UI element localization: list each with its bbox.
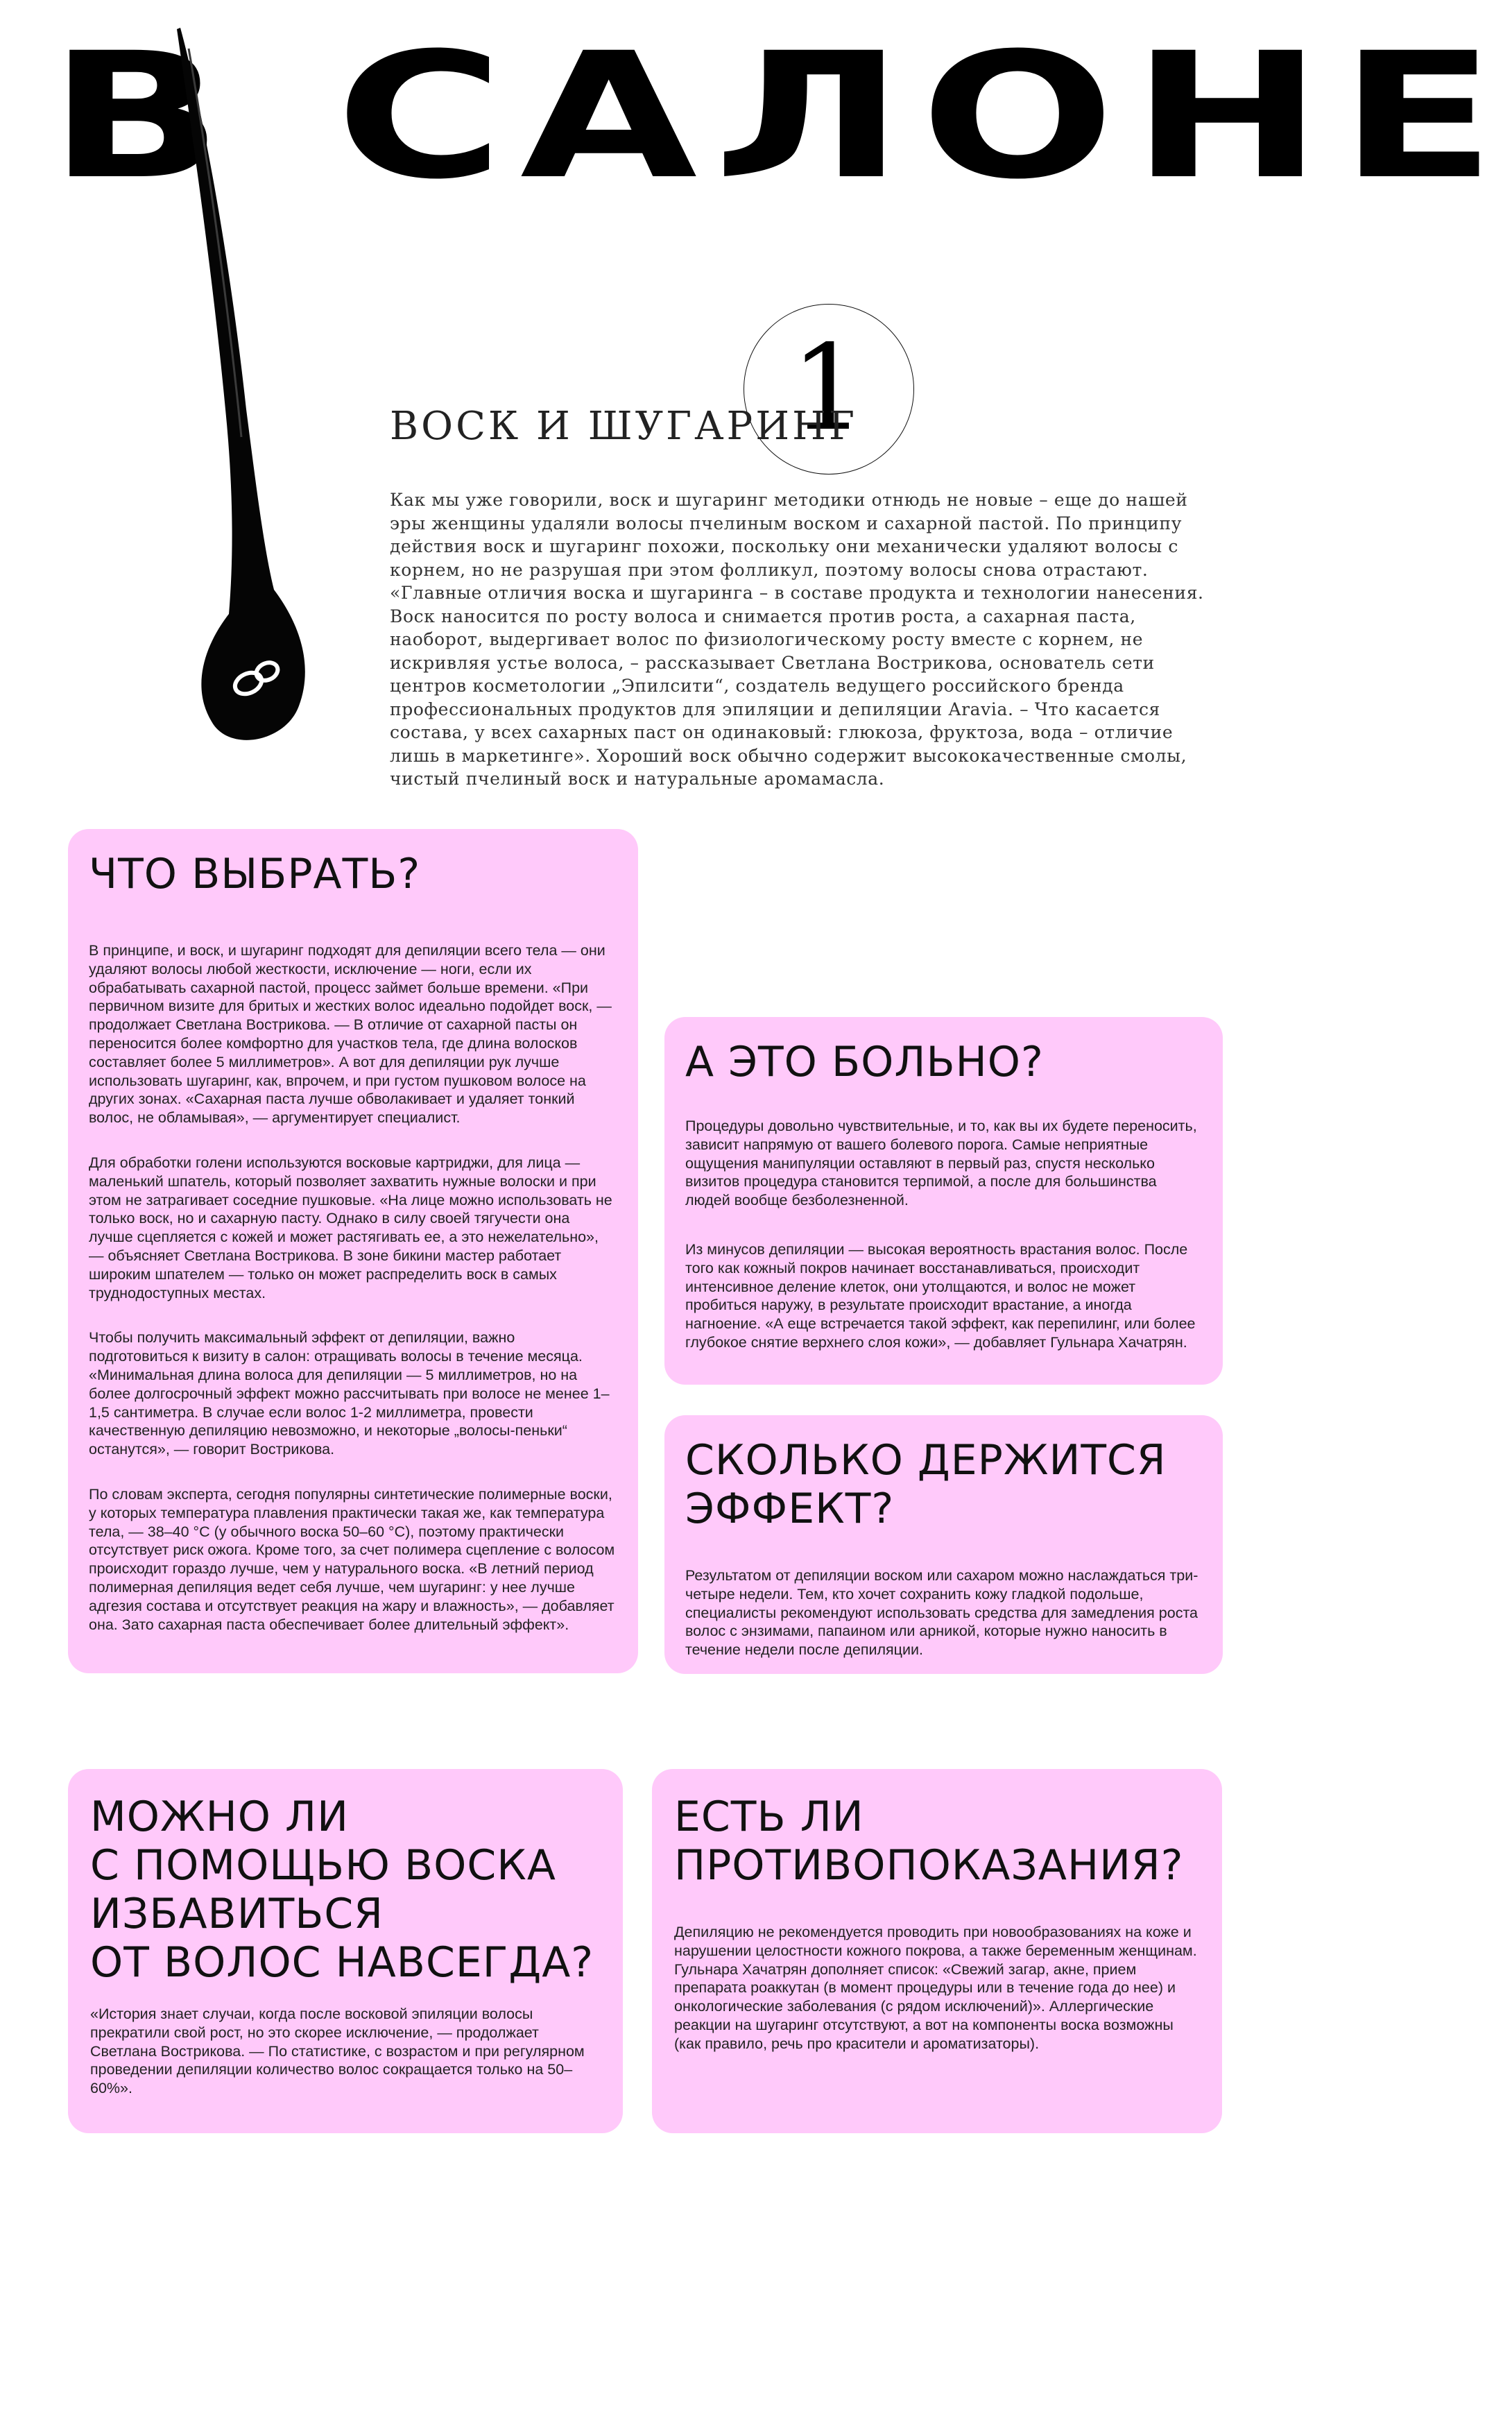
card-title-line: ОТ ВОЛОС НАВСЕГДА?	[90, 1938, 594, 1987]
card-title	[674, 1793, 1200, 1890]
card-remove-forever	[68, 1769, 623, 2133]
card-paragraph: По словам эксперта, сегодня популярны синтетические полимерные воски, у которых температура плавления практически такая же, как температура тела, — 38–40 °С (у обычного воска 50–60 °С), поэтому практически отсутствует риск ожога. Кроме того, за счет полимера сцепление с волосом происходит гораздо лучше, чем у натурального воска. «В летний период полимерная депиляция ведет себя лучше, чем шугаринг: у нее лучше адгезия состава и отсутствует реакция на жару и влажность», — добавляет она. Зато сахарная паста обеспечивает более длительный эффект».	[89, 1485, 615, 1633]
card-paragraph: Чтобы получить максимальный эффект от депиляции, важно подготовиться к визиту в салон: отращивать волосы в течение месяца. «Минимальная длина волоса для депиляции — 5 миллиметров, но на более долгосрочный эффект можно рассчитывать при волосе не менее 1–1,5 сантиметра. В случае если волос 1-2 миллиметра, провести качественную депиляцию невозможно, и некоторые „волосы-пеньки“ останутся», — говорит Вострикова.	[89, 1329, 610, 1458]
hair-follicle-illustration	[125, 21, 354, 756]
card-what-to-choose	[68, 829, 638, 1673]
card-title-line: СКОЛЬКО ДЕРЖИТСЯ	[685, 1436, 1167, 1485]
card-paragraph: Из минусов депиляции — высокая вероятность врастания волос. После того как кожный покров начинает восстанавливаться, происходит интенсивное деление клеток, они утолщаются, и волос не может пробиться наружу, в результате происходит врастание, а иногда нагноение. «А еще встречается такой эффект, как перепилинг, или более глубокое снятие верхнего слоя кожи», — добавляет Гульнара Хачатрян.	[685, 1240, 1196, 1351]
card-paragraph: Для обработки голени используются восковые картриджи, для лица — маленький шпатель, который позволяет захватить нужные волоски и при этом не затрагивает соседние пушковые. «На лице можно использовать не только воск, но и сахарную пасту. Однако в силу своей тягучести она лучше сцепляется с кожей и может растягивать ее, а это нежелательно», — объясняет Светлана Вострикова. В зоне бикини мастер работает широким шпателем — только он может распределить воск в самых труднодоступных местах.	[89, 1154, 612, 1301]
card-title	[685, 1436, 1202, 1533]
card-title	[90, 1793, 601, 1987]
section-number: 1	[790, 320, 866, 457]
page-headline: В САЛОНЕ	[49, 15, 1512, 217]
card-title: А ЭТО БОЛЬНО?	[685, 1038, 1044, 1086]
card-is-it-painful	[664, 1017, 1223, 1385]
card-paragraph: «История знает случаи, когда после восковой эпиляции волосы прекратили свой рост, но это скорее исключение, — продолжает Светлана Вострикова. — По статистике, с возрастом и при регулярном проведении депиляции количество волос сокращается только на 50–60%».	[90, 2006, 585, 2097]
card-title-line: МОЖНО ЛИ	[90, 1793, 350, 1841]
card-paragraph: В принципе, и воск, и шугаринг подходят для депиляции всего тела — они удаляют волосы любой жесткости, исключение — ноги, если их обрабатывать сахарной пастой, процесс займет больше времени. «При первичном визите для бритых и жестких волос идеально подойдет воск, — продолжает Светлана Вострикова. — В отличие от сахарной пасты он переносится более комфортно для участков тела, где длина волосков составляет более 5 миллиметров». А вот для депиляции рук лучше использовать шугаринг, как, впрочем, и при густом пушковом волосе на других зонах. «Сахарная паста лучше обволакивает и удаляет тонкий волос, не обламывая», — аргументирует специалист.	[89, 942, 612, 1127]
card-paragraph: Депиляцию не рекомендуется проводить при новообразованиях на коже и нарушении целостности кожного покрова, а также беременным женщинам. Гульнара Хачатрян дополняет список: «Свежий загар, акне, прием препарата роаккутан (в момент процедуры или в течение года до нее) и онкологические заболевания (с рядом исключений)». Аллергические реакции на шугаринг отсутствуют, а вот на компоненты воска возможны (как правило, речь про красители и ароматизаторы).	[674, 1924, 1197, 2052]
card-title-line: ЭФФЕКТ?	[685, 1485, 895, 1533]
card-title-line: С ПОМОЩЬЮ ВОСКА	[90, 1841, 556, 1890]
card-title-line: ПРОТИВОПОКАЗАНИЯ?	[674, 1841, 1184, 1890]
card-effect-duration	[664, 1415, 1223, 1674]
card-contraindications	[652, 1769, 1222, 2133]
card-title: ЧТО ВЫБРАТЬ?	[89, 850, 421, 898]
intro-paragraph: Как мы уже говорили, воск и шугаринг методики отнюдь не новые – еще до нашей эры женщины удаляли волосы пчелиным воском и сахарной пастой. По принципу действия воск и шугаринг похожи, поскольку они механически удаляют волосы с корнем, но не разрушая при этом фолликул, поэтому волосы снова отрастают. «Главные отличия воска и шугаринга – в составе продукта и технологии нанесения. Воск наносится по росту волоса и снимается против роста, а сахарная паста, наоборот, выдергивает волос по физиологическому росту вместе с корнем, не искривляя устье волоса, – рассказывает Светлана Вострикова, основатель сети центров косметологии „Эпилсити“, создатель ведущего российского бренда профессиональных продуктов для эпиляции и депиляции Aravia. – Что касается состава, у всех сахарных паст он одинаковый: глюкоза, фруктоза, вода – отличие лишь в маркетинге». Хороший воск обычно содержит высококачественные смолы, чистый пчелиный воск и натуральные аромамасла.	[390, 490, 1204, 789]
card-paragraph: Результатом от депиляции воском или сахаром можно наслаждаться три-четыре недели. Тем, кто хочет сохранить кожу гладкой подольше, специалисты рекомендуют использовать средства для замедления роста волос с энзимами, папаином или арникой, которые нужно наносить в течение недели после депиляции.	[685, 1567, 1199, 1659]
card-title-line: ЕСТЬ ЛИ	[674, 1793, 864, 1841]
card-title-line: ИЗБАВИТЬСЯ	[90, 1890, 384, 1938]
section-title: ВОСК И ШУГАРИНГ	[390, 404, 857, 449]
card-paragraph: Процедуры довольно чувствительные, и то, как вы их будете переносить, зависит напрямую от вашего болевого порога. Самые неприятные ощущения манипуляции оставляют в первый раз, спустя несколько визитов процедура становится терпимой, а после для большинства людей вообще безболезненной.	[685, 1118, 1197, 1209]
